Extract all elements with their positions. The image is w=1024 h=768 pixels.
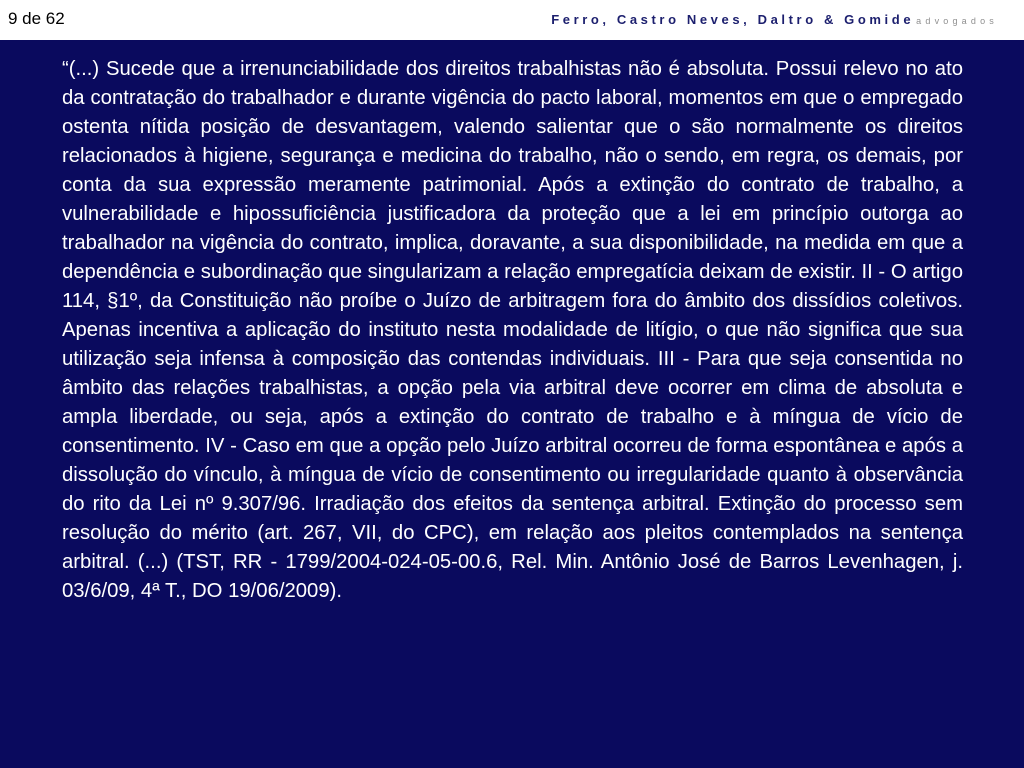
firm-suffix: advogados xyxy=(916,16,998,26)
quote-paragraph: “(...) Sucede que a irrenunciabilidade dos direitos trabalhistas não é absoluta. Possui relevo no ato da contratação do trabalhador e durante vigência do pacto laboral, momentos em que o empregado ostenta nítida posição de desvantagem, valendo salientar que o são normalmente os direitos relacionados à higiene, segurança e medicina do trabalho, não o sendo, em regra, os demais, por conta da sua expressão meramente patrimonial. Após a extinção do contrato de trabalho, a vulnerabilidade e hipossuficiência justificadora da proteção que a lei em princípio outorga ao trabalhador na vigência do contrato, implica, doravante, a sua disponibilidade, na medida em que a dependência e subordinação que singularizam a relação empregatícia deixam de existir. II - O artigo 114, §1º, da Constituição não proíbe o Juízo de arbitragem fora do âmbito dos dissídios coletivos. Apenas incentiva a aplicação do instituto nesta modalidade de litígio, o que não significa que sua utilização seja infensa à composição das contendas individuais. III - Para que seja consentida no âmbito das relações trabalhistas, a opção pela via arbitral deve ocorrer em clima de absoluta e ampla liberdade, ou seja, após a extinção do contrato de trabalho e à míngua de vício de consentimento. IV - Caso em que a opção pelo Juízo arbitral ocorreu de forma espontânea e após a dissolução do vínculo, à míngua de vício de consentimento ou irregularidade quanto à observância do rito da Lei nº 9.307/96. Irradiação dos efeitos da sentença arbitral. Extinção do processo sem resolução do mérito (art. 267, VII, do CPC), em relação aos pleitos contemplados na sentença arbitral. (...) (TST, RR - 1799/2004-024-05-00.6, Rel. Min. Antônio José de Barros Levenhagen, j. 03/6/09, 4ª T., DO 19/06/2009). xyxy=(62,58,963,602)
header-bar xyxy=(0,0,1024,40)
page-counter: 9 de 62 xyxy=(8,9,65,28)
firm-name: Ferro, Castro Neves, Daltro & Gomide xyxy=(551,12,915,27)
firm-logo xyxy=(551,12,998,29)
content-area xyxy=(0,40,1024,768)
